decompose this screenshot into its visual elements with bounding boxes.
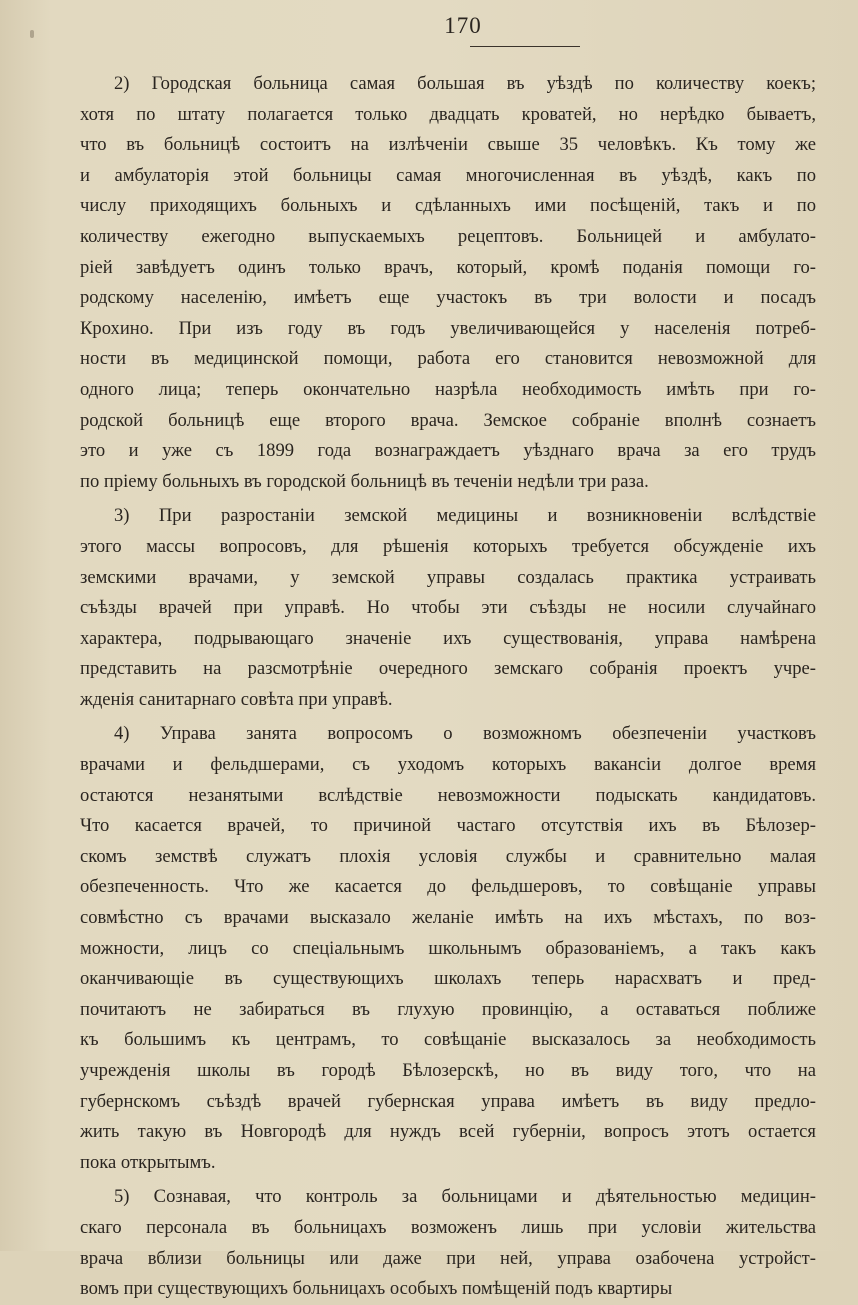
text-line: 4) Управа занята вопросомъ о возможномъ обезпеченіи участковъ [114,723,816,745]
text-line: одного лица; теперь окончательно назрѣла необходимость имѣть при го- [80,378,816,400]
text-line: и амбулаторія этой больницы самая многочисленная въ уѣздѣ, какъ по [80,164,816,186]
text-line: жденія санитарнаго совѣта при управѣ. [80,688,393,710]
body-text [80,69,816,1305]
text-line: этого массы вопросовъ, для рѣшенія которыхъ требуется обсужденіе ихъ [80,535,816,557]
text-line: это и уже съ 1899 года вознаграждаетъ уѣзднаго врача за его трудъ [80,440,816,462]
text-line: совмѣстно съ врачами высказало желаніе имѣть на ихъ мѣстахъ, по воз- [80,907,816,929]
header-rule [470,46,580,47]
text-line: вомъ при существующихъ больницахъ особыхъ помѣщеній подъ квартиры [80,1278,673,1300]
text-line: обезпеченность. Что же касается до фельдшеровъ, то совѣщаніе управы [80,876,816,898]
text-line: земскими врачами, у земской управы создалась практика устраивать [80,566,816,588]
text-line: врача вблизи больницы или даже при ней, управа озабочена устройст- [80,1247,816,1269]
text-line: скаго персонала въ больницахъ возможенъ лишь при условіи жительства [80,1216,816,1238]
text-line: представить на разсмотрѣніе очередного земскаго собранія проектъ учре- [80,658,816,680]
text-line: характера, подрывающаго значеніе ихъ существованія, управа намѣрена [80,627,816,649]
paragraph [80,1182,816,1304]
text-line: оканчивающіе въ существующихъ школахъ теперь нарасхватъ и пред- [80,968,816,990]
page-number: 170 [444,13,482,38]
text-line: къ большимъ къ центрамъ, то совѣщаніе высказалось за необходимость [80,1029,816,1051]
text-line: 5) Сознавая, что контроль за больницами и дѣятельностью медицин- [114,1186,816,1208]
text-line: губернскомъ съѣздѣ врачей губернская управа имѣетъ въ виду предло- [80,1090,816,1112]
text-line: родской больницѣ еще второго врача. Земское собраніе вполнѣ сознаетъ [80,409,816,431]
text-line: учрежденія школы въ городѣ Бѣлозерскѣ, но въ виду того, что на [80,1060,816,1081]
text-line: 2) Городская больница самая большая въ уѣздѣ по количеству коекъ; [114,73,816,94]
text-line: остаются незанятыми вслѣдствіе невозможности подыскать кандидатовъ. [80,784,816,806]
text-line: врачами и фельдшерами, съ уходомъ которыхъ вакансіи долгое время [80,754,816,776]
paragraph [80,719,816,1178]
paragraph [80,501,816,715]
text-line: Крохино. При изъ году въ годъ увеличивающейся у населенія потреб- [80,317,816,339]
text-line: скомъ земствѣ служатъ плохія условія службы и сравнительно малая [80,845,816,867]
text-line: съѣзды врачей при управѣ. Но чтобы эти съѣзды не носили случайнаго [80,597,816,619]
text-line: почитаютъ не забираться въ глухую провинцію, а оставаться поближе [80,998,816,1020]
text-line: Что касается врачей, то причиной частаго отсутствія ихъ въ Бѣлозер- [80,815,816,837]
text-line: ности въ медицинской помощи, работа его становится невозможной для [80,348,816,370]
ink-smudge [30,30,34,38]
text-line: числу приходящихъ больныхъ и сдѣланныхъ ими посѣщеній, такъ и по [80,195,816,217]
paragraph [80,69,816,497]
text-line: хотя по штату полагается только двадцать кроватей, но нерѣдко бываетъ, [80,103,816,125]
text-line: жить такую въ Новгородѣ для нуждъ всей губерніи, вопросъ этотъ остается [80,1121,816,1143]
text-line: ріей завѣдуетъ одинъ только врачъ, который, кромѣ поданія помощи го- [80,256,816,278]
text-line: можности, лицъ со спеціальнымъ школьнымъ образованіемъ, а такъ какъ [80,937,816,959]
text-line: что въ больницѣ состоитъ на излѣченіи свыше 35 человѣкъ. Къ тому же [80,134,816,156]
text-line: по пріему больныхъ въ городской больницѣ въ теченіи недѣли три раза. [80,470,649,492]
text-line: пока открытымъ. [80,1151,216,1173]
text-line: родскому населенію, имѣетъ еще участокъ въ три волости и посадъ [80,287,816,309]
text-line: количеству ежегодно выпускаемыхъ рецептовъ. Больницей и амбулато- [80,225,816,247]
text-line: 3) При разростаніи земской медицины и возникновеніи вслѣдствіе [114,505,816,527]
